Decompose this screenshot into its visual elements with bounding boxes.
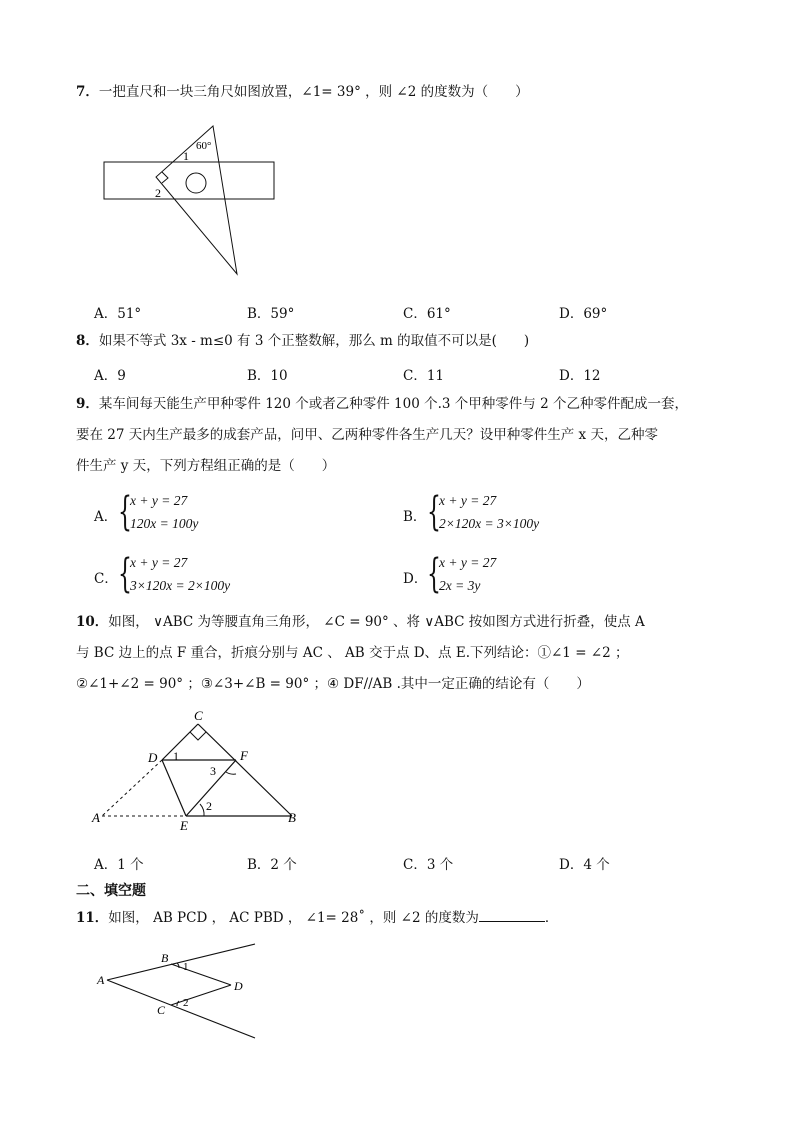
answer-blank[interactable]: [479, 909, 545, 922]
q7-text: 一把直尺和一块三角尺如图放置，∠1= 39° ，则 ∠2 的度数为（ ）: [98, 84, 529, 100]
q7-option-a[interactable]: A．51°: [94, 306, 142, 322]
svg-text:C: C: [157, 1003, 166, 1017]
q9-option-b[interactable]: B． { x + y = 27 2×120x = 3×100y: [403, 489, 540, 535]
q8-stem: [76, 332, 529, 350]
svg-text:A: A: [97, 973, 105, 987]
q10-line1: 10．如图， ∨ABC 为等腰直角三角形， ∠C = 90° 、将 ∨ABC 按如图方式进行折叠，使点 A: [76, 614, 645, 630]
q8-option-a[interactable]: A．9: [94, 368, 126, 384]
dashed-AD: [102, 760, 162, 816]
section-title: 二、填空题: [76, 883, 146, 899]
ruler-hole: [186, 173, 206, 193]
q8-text: 如果不等式 3x - m≤0 有 3 个正整数解，那么 m 的取值不可以是( ): [98, 333, 530, 349]
svg-text:D: D: [234, 979, 243, 993]
angle-60-label: 60°: [196, 140, 212, 152]
q9-number: 9．: [76, 396, 99, 412]
q10-option-d[interactable]: D．4 个: [559, 857, 610, 873]
svg-text:B: B: [288, 810, 296, 825]
ruler: [104, 162, 274, 199]
q9-option-c[interactable]: C． { x + y = 27 3×120x = 2×100y: [94, 551, 231, 597]
right-angle-C: [190, 732, 206, 740]
q7-stem: [76, 83, 529, 101]
svg-text:B: B: [161, 951, 169, 965]
q9-option-d[interactable]: D． { x + y = 27 2x = 3y: [403, 551, 497, 597]
q10-option-c[interactable]: C．3 个: [403, 857, 454, 873]
q10-option-a[interactable]: A．1 个: [94, 857, 144, 873]
q10-number: 10．: [76, 614, 109, 630]
q9-line2: 要在 27 天内生产最多的成套产品，问甲、乙两种零件各生产几天？设甲种零件生产 x 天，乙种零: [76, 427, 658, 443]
q7-number: 7．: [76, 84, 99, 100]
svg-text:F: F: [240, 748, 248, 763]
q8-option-c[interactable]: C．11: [403, 368, 445, 384]
q10-line3: ②∠1+∠2 = 90° ；③∠3+∠B = 90° ；④ DF//AB .其中一定正确的结论有（ ）: [76, 676, 590, 692]
q9-line1: 9．某车间每天能生产甲种零件 120 个或者乙种零件 100 个.3 个甲种零件与 2 个乙种零件配成一套，: [76, 396, 688, 412]
q10-figure: [92, 704, 322, 834]
q7-option-b[interactable]: B．59°: [247, 306, 295, 322]
svg-text:E: E: [180, 818, 188, 833]
svg-text:2: 2: [206, 799, 212, 813]
q8-number: 8．: [76, 333, 99, 349]
q9-option-a[interactable]: A． { x + y = 27 120x = 100y: [94, 489, 199, 535]
angle-1-label: 1: [183, 149, 189, 163]
svg-text:3: 3: [210, 764, 216, 778]
right-angle-mark: [162, 172, 168, 183]
q9-line3: 件生产 y 天，下列方程组正确的是（ ）: [76, 458, 336, 474]
svg-text:A: A: [92, 810, 100, 825]
q7-option-d[interactable]: D．69°: [559, 306, 608, 322]
q7-figure: [100, 122, 300, 282]
q10-option-b[interactable]: B．2 个: [247, 857, 297, 873]
q7-option-c[interactable]: C．61°: [403, 306, 451, 322]
q10-line2: 与 BC 边上的点 F 重合，折痕分别与 AC 、 AB 交于点 D、点 E.下列结论：①∠1 = ∠2 ；: [76, 645, 629, 661]
svg-text:D: D: [148, 750, 158, 765]
q8-option-b[interactable]: B．10: [247, 368, 288, 384]
svg-text:1: 1: [183, 961, 189, 973]
svg-text:C: C: [194, 708, 203, 723]
svg-text:1: 1: [173, 749, 179, 763]
q11-stem: 11．如图， AB PCD ， AC PBD ， ∠1= 28˚ ，则 ∠2 的度数为 ．: [76, 910, 559, 926]
q8-option-d[interactable]: D．12: [559, 368, 601, 384]
q11-number: 11．: [76, 910, 109, 926]
angle-2-label: 2: [155, 186, 161, 200]
q11-figure: [95, 942, 265, 1042]
svg-text:2: 2: [183, 997, 189, 1009]
